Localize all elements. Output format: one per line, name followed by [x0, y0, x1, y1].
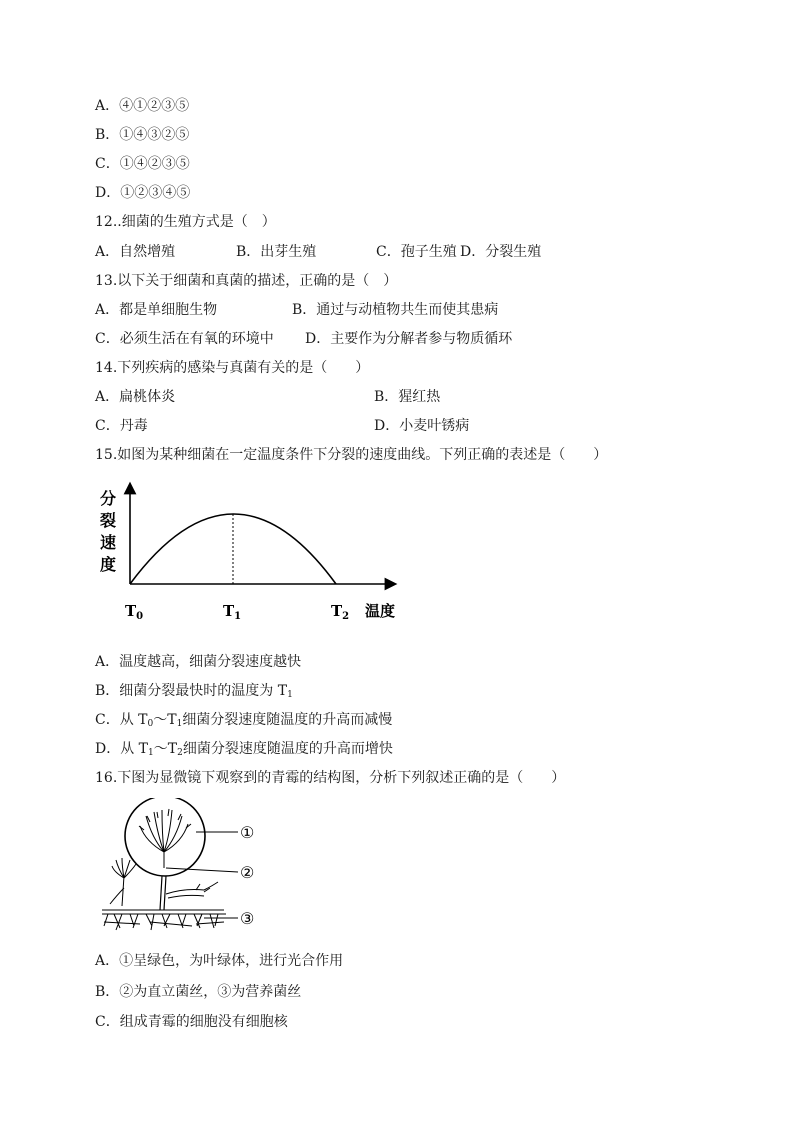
y-label-char-1: 分	[100, 489, 117, 508]
q14-stem: 14.下列疾病的感染与真菌有关的是（ ）	[95, 360, 370, 376]
magnified-circle	[125, 798, 205, 876]
small-conidiophore	[110, 858, 136, 906]
q15-option-d	[95, 739, 393, 763]
q15-option-c-s1: 0	[147, 719, 154, 729]
q16-stem: 16.下图为显微镜下观察到的青霉的结构图，分析下列叙述正确的是（ ）	[95, 770, 566, 786]
q16-option-c: C．组成青霉的细胞没有细胞核	[95, 1014, 288, 1030]
q13-option-c: C．必须生活在有氧的环境中	[95, 331, 274, 347]
q15-option-c-p3: 细菌分裂速度随温度的升高而减慢	[182, 712, 393, 728]
q13-stem: 13.以下关于细菌和真菌的描述，正确的是（ ）	[95, 273, 398, 289]
conidiophore-brush	[139, 809, 191, 868]
q12-option-d: D．分裂生殖	[460, 244, 542, 260]
q15-stem: 15.如图为某种细菌在一定温度条件下分裂的速度曲线。下列正确的表述是（ ）	[95, 447, 608, 463]
q12-option-a: A．自然增殖	[95, 244, 176, 260]
q15-option-c-p1: C．从 T	[95, 712, 148, 728]
q15-option-d-p3: 细菌分裂速度随温度的升高而增快	[182, 741, 393, 757]
y-label-char-2: 裂	[100, 511, 117, 530]
q15-option-b-text: B．细菌分裂最快时的温度为 T	[95, 683, 288, 699]
q11-option-a: A．④①②③⑤	[95, 98, 190, 114]
q15-option-d-p1: D．从 T	[95, 741, 149, 757]
label-2: ②	[240, 863, 255, 882]
q12-option-b: B．出芽生殖	[236, 244, 317, 260]
q15-option-a: A．温度越高，细菌分裂速度越快	[95, 654, 302, 670]
q15-option-b	[95, 681, 293, 705]
division-speed-curve	[130, 514, 336, 584]
division-speed-figure	[95, 476, 415, 626]
q12-option-c: C．孢子生殖	[376, 244, 457, 260]
q16-option-b: B．②为直立菌丝，③为营养菌丝	[95, 984, 302, 1000]
q14-option-d: D．小麦叶锈病	[374, 418, 470, 434]
tick-t1: $T_1$	[223, 602, 242, 622]
substrate-hyphae	[102, 910, 226, 930]
side-hyphae	[166, 882, 218, 898]
label-1: ①	[240, 823, 255, 842]
q12-stem: 12..细菌的生殖方式是（ ）	[95, 214, 276, 230]
q13-option-d: D．主要作为分解者参与物质循环	[305, 331, 513, 347]
upright-hypha	[160, 876, 166, 910]
q15-option-d-p2: ～T	[153, 741, 178, 757]
tick-t0: $T_0$	[125, 602, 144, 622]
tick-t2: $T_2$	[331, 602, 350, 622]
q14-option-b: B．猩红热	[374, 389, 441, 405]
q13-option-b: B．通过与动植物共生而使其患病	[292, 302, 499, 318]
q15-option-d-s2: 2	[177, 748, 183, 758]
q16-option-a: A．①呈绿色，为叶绿体，进行光合作用	[95, 953, 344, 969]
q15-option-c-p2: ～T	[153, 712, 177, 728]
x-label: 温度	[365, 602, 396, 620]
y-label-char-3: 速	[100, 533, 117, 552]
q15-option-c	[95, 710, 392, 734]
y-label-char-4: 度	[100, 555, 117, 574]
q15-option-b-sub: 1	[287, 690, 293, 700]
label-3: ③	[240, 909, 255, 928]
penicillium-structure-figure	[100, 798, 270, 938]
q14-option-a: A．扁桃体炎	[95, 389, 176, 405]
q13-option-a: A．都是单细胞生物	[95, 302, 218, 318]
q11-option-d: D．①②③④⑤	[95, 185, 191, 201]
q14-option-c: C．丹毒	[95, 418, 148, 434]
leader-line-2	[166, 868, 238, 872]
q15-option-c-s2: 1	[176, 719, 183, 729]
q15-option-d-s1: 1	[148, 748, 154, 758]
q11-option-c: C．①④②③⑤	[95, 156, 190, 172]
q11-option-b: B．①④③②⑤	[95, 127, 190, 143]
